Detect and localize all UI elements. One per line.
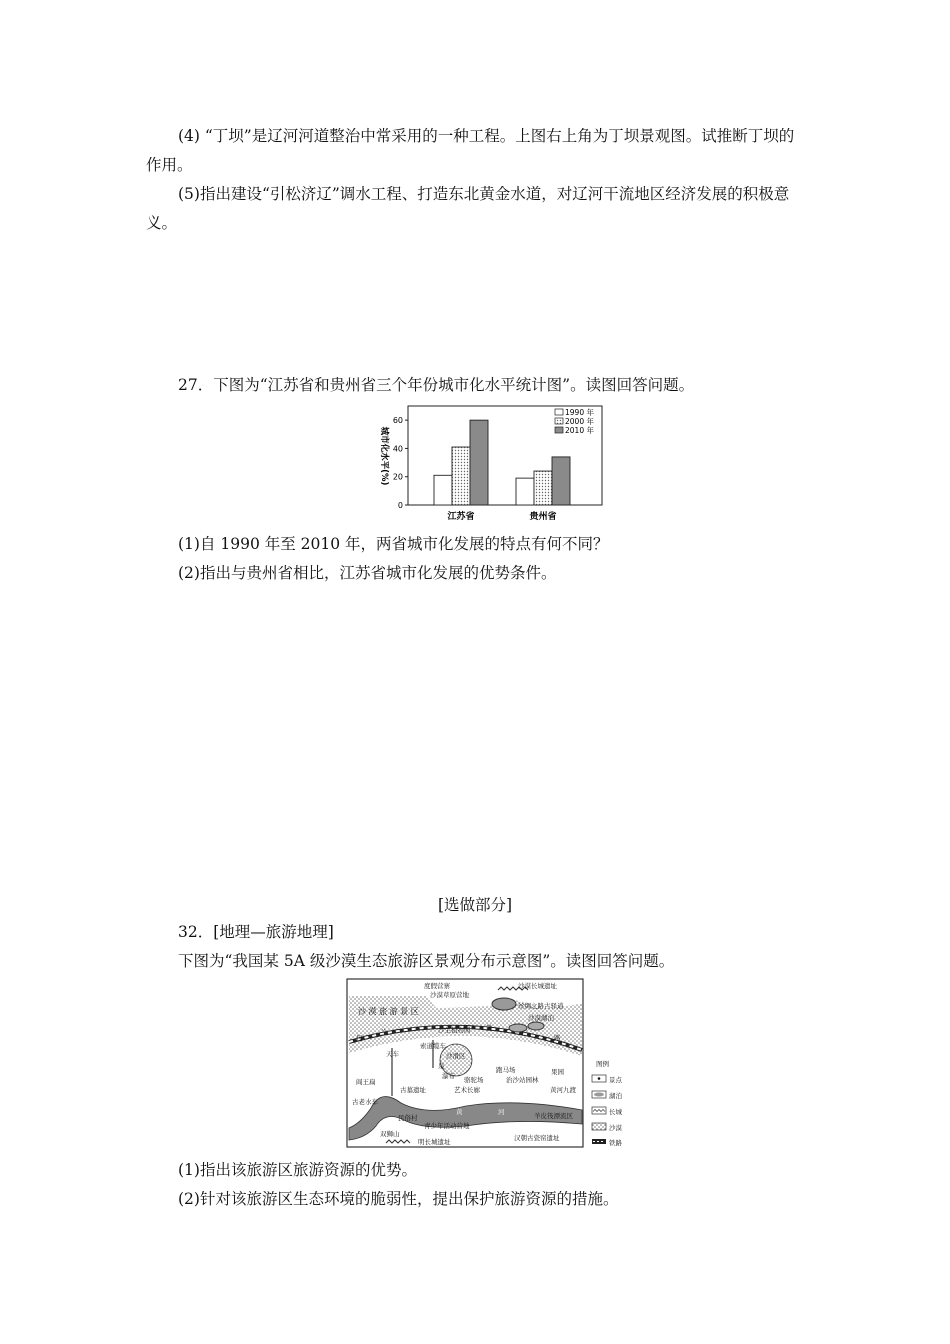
map-label: 沙 漠 旅 游 景 区 [358, 1007, 419, 1016]
map-label: 泉 [438, 1062, 445, 1070]
map-label: 包 [356, 1034, 363, 1042]
map-label: 羊皮筏漂流区 [534, 1112, 573, 1120]
map-label: 果园 [551, 1068, 564, 1076]
legend-item: 铁路 [609, 1139, 622, 1147]
bar-1-2 [452, 447, 470, 505]
y-tick-label: 40 [392, 444, 403, 454]
map-label: 青少年活动营地 [424, 1122, 470, 1130]
map-label: 索道缆车 [420, 1042, 446, 1050]
bar-2-2 [534, 471, 552, 505]
legend-swatch [555, 409, 563, 415]
y-tick-label: 0 [397, 501, 403, 510]
map-label: 古墓遗址 [400, 1086, 426, 1094]
question-4: (4) “丁坝”是辽河河道整治中常采用的一种工程。上图右上角为丁坝景观图。试推断丁坝的作用。 [146, 127, 795, 174]
map-label: 沙滑区 [446, 1052, 466, 1060]
legend-swatch [555, 427, 563, 433]
map-label: 沙漠长城遗址 [518, 982, 557, 990]
map-label: 艺术长廊 [454, 1086, 480, 1094]
legend-label: 1990 年 [565, 408, 594, 417]
map-label: 跑马场 [496, 1066, 516, 1074]
question-5: (5)指出建设“引松济辽”调水工程、打造东北黄金水道，对辽河干流地区经济发展的积极意义。 [146, 185, 790, 232]
optional-section-heading: [选做部分] [437, 896, 513, 914]
lake-icon [509, 1024, 527, 1032]
map-label: 古老水车 [352, 1098, 378, 1106]
lake-icon [492, 998, 516, 1010]
y-tick-label: 60 [392, 416, 403, 426]
map-label: 兰 [380, 1028, 387, 1036]
map-label: 铁 [486, 1024, 493, 1032]
map-label: 黄 [456, 1108, 463, 1116]
category-label: 江苏省 [447, 512, 475, 522]
map-label: 明长城遗址 [418, 1138, 451, 1146]
legend-label: 2010 年 [565, 426, 594, 435]
legend-label: 2000 年 [565, 417, 594, 426]
question-32-2: (2)针对该旅游区生态环境的脆弱性，提出保护旅游资源的措施。 [178, 1190, 619, 1208]
map-label: 丝绸之路古驿道 [518, 1002, 564, 1010]
category-label: 贵州省 [529, 512, 557, 522]
y-axis-label: 城市化水平(%) [379, 426, 389, 486]
map-label: 骆驼场 [464, 1076, 484, 1084]
map-label: 度假营寨 [424, 982, 450, 990]
legend-item: 沙漠 [609, 1124, 622, 1132]
lake-icon [528, 1022, 544, 1030]
bar-1-1 [434, 475, 452, 505]
question-27-2: (2)指出与贵州省相比，江苏省城市化发展的优势条件。 [178, 564, 557, 582]
map-label: 民俗村 [398, 1114, 418, 1122]
map-label: 治沙站园林 [506, 1076, 539, 1084]
question-32-1: (1)指出该旅游区旅游资源的优势。 [178, 1161, 417, 1179]
urbanization-bar-chart [370, 404, 610, 526]
map-label: 天车 [386, 1050, 399, 1058]
legend-swatch [555, 418, 563, 424]
map-label: 阎王扁 [356, 1078, 376, 1086]
y-tick-label: 20 [392, 472, 403, 482]
bar-2-3 [552, 457, 570, 505]
map-label: 河 [498, 1108, 505, 1116]
map-label: 沙生植物园 [438, 1026, 471, 1034]
question-27-1: (1)自 1990 年至 2010 年，两省城市化发展的特点有何不同？ [178, 535, 609, 553]
legend-item: 长城 [609, 1108, 622, 1116]
legend-item: 湖泊 [609, 1092, 622, 1100]
legend-item: 景点 [609, 1076, 622, 1084]
question-32: 32．[地理—旅游地理] [178, 923, 334, 941]
map-legend [592, 1059, 623, 1147]
map-label: 瀑布 [442, 1072, 455, 1080]
map-label: 路 [554, 1034, 561, 1042]
map-label: 沙漠湖泊 [528, 1014, 554, 1022]
map-label: 黄河九渡 [550, 1086, 576, 1094]
bar-2-1 [516, 478, 534, 505]
question-27: 27．下图为“江苏省和贵州省三个年份城市化水平统计图”。读图回答问题。 [178, 376, 695, 394]
bar-1-3 [470, 420, 488, 505]
map-label: 汉朝古瓷窑遗址 [514, 1134, 560, 1142]
question-32-intro: 下图为“我国某 5A 级沙漠生态旅游区景观分布示意图”。读图回答问题。 [178, 952, 675, 970]
desert-tourism-map [346, 978, 636, 1150]
legend-title: 图例 [596, 1060, 609, 1068]
map-label: 沙漠草原营地 [430, 991, 469, 999]
map-label: 双狮山 [380, 1130, 400, 1138]
